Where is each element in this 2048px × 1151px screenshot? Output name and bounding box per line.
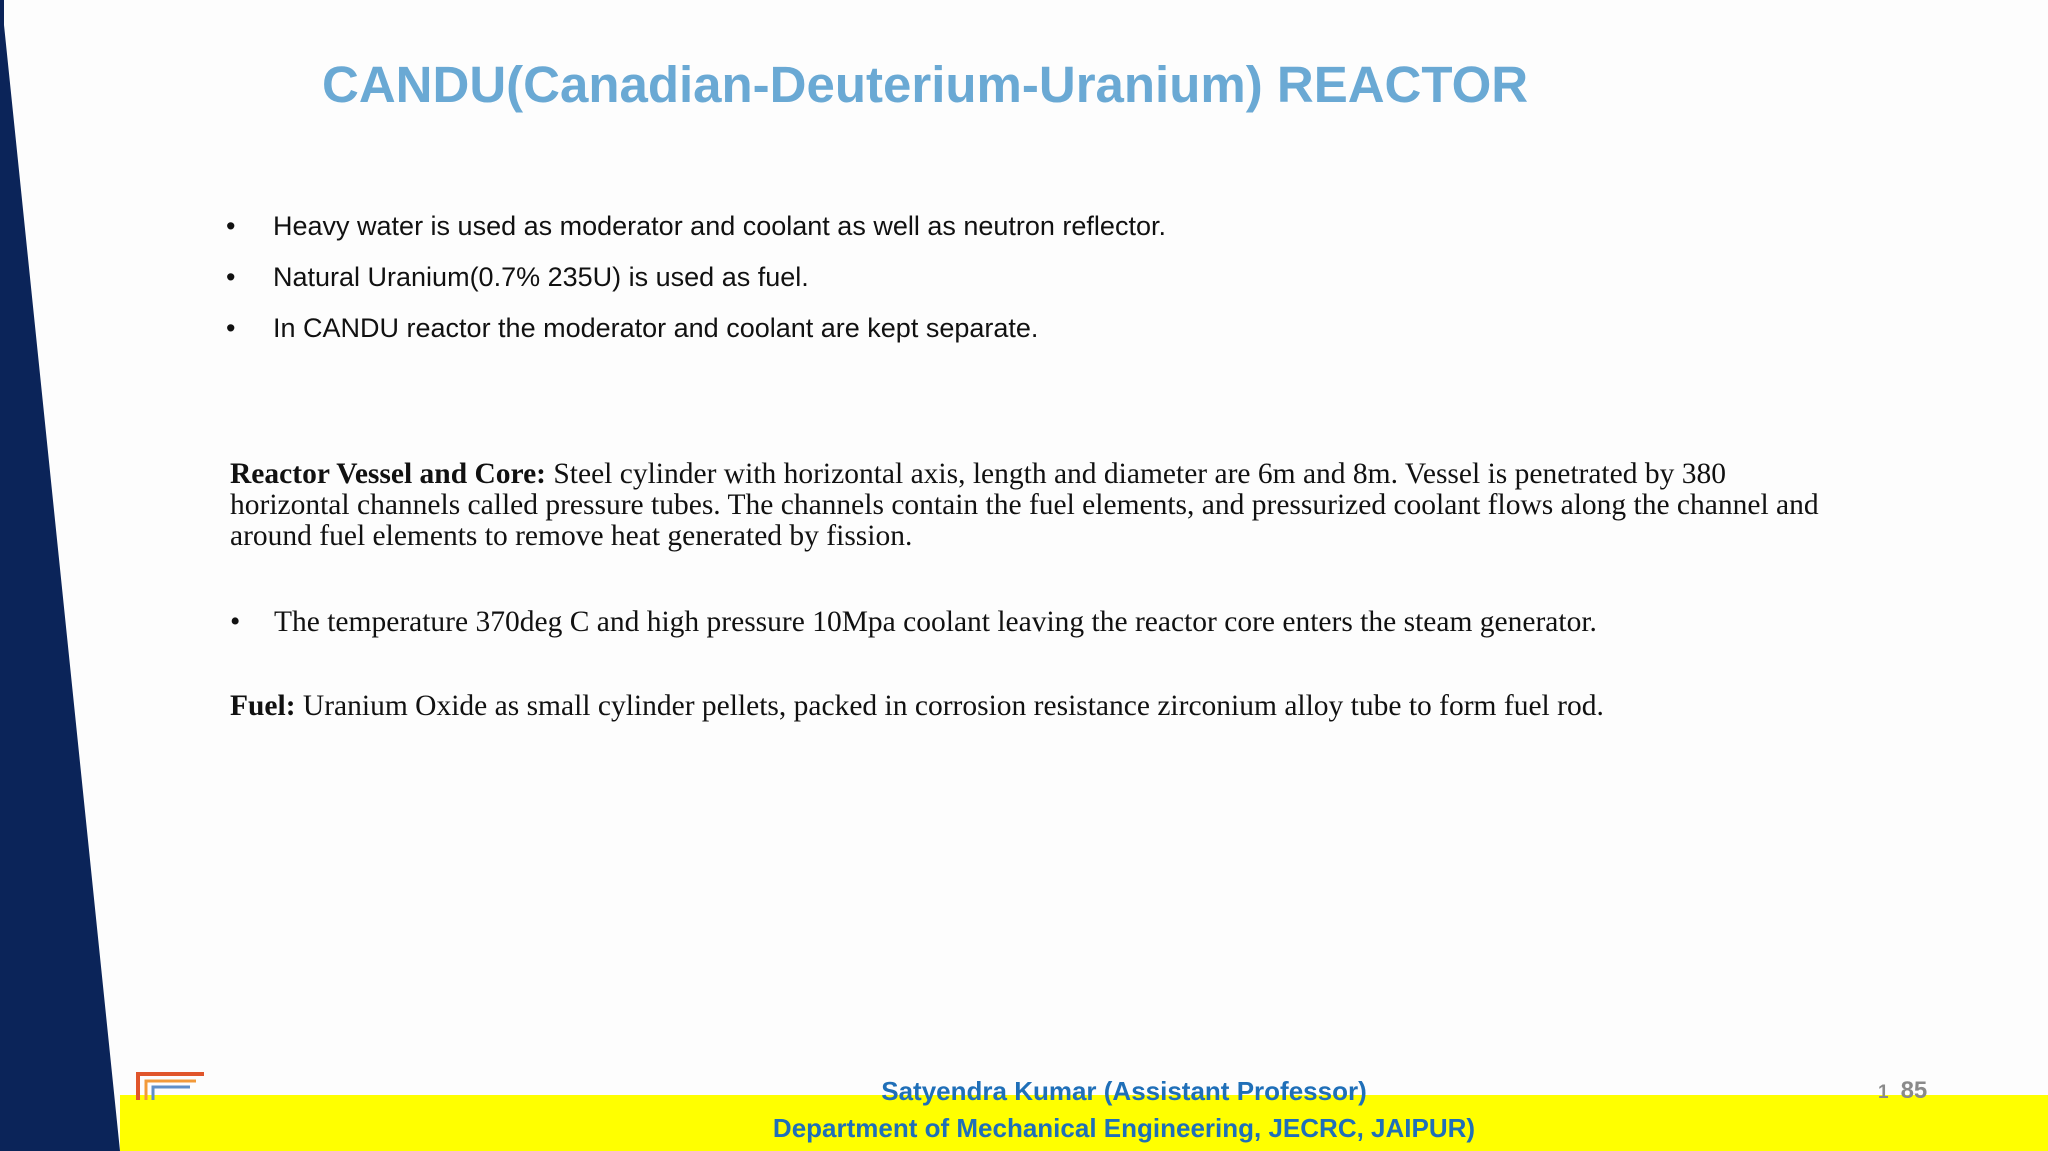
fuel-label: Fuel: [230,690,296,722]
bullet-text: Natural Uranium(0.7% 235U) is used as fuel. [273,262,809,292]
intro-bullet-list [226,206,1826,359]
reactor-vessel-label: Reactor Vessel and Core: [230,458,547,490]
left-navy-band [0,0,130,1151]
temperature-bullet [230,606,1910,639]
bullet-dot-icon: • [230,606,241,638]
page-number-value: 85 [1900,1077,1928,1104]
bullet-dot-icon: • [226,313,236,343]
temperature-bullet-text: The temperature 370deg C and high pressure 10Mpa coolant leaving the reactor core enters the steam generator. [274,606,1597,638]
fuel-text: Uranium Oxide as small cylinder pellets, packed in corrosion resistance zirconium alloy tube to form fuel rod. [295,690,1604,722]
bullet-item [226,206,1826,257]
page-prefix: 1 [1878,1082,1889,1103]
reactor-vessel-paragraph [230,459,1820,552]
fuel-paragraph [230,690,1930,723]
bullet-dot-icon: • [226,211,236,241]
bullet-item [226,257,1826,308]
page-number [1878,1077,1927,1105]
slide-title: CANDU(Canadian-Deuterium-Uranium) REACTOR [322,56,1529,113]
footer-department: Department of Mechanical Engineering, JECRC, JAIPUR) [772,1113,1476,1143]
reactor-vessel-text: Steel cylinder with horizontal axis, length and diameter are 6m and 8m. Vessel is penetrated by 380 horizontal channels called pressure tubes. The channels contain the fuel elements, and pressurized coolant flows along the channel and around fuel elements to remove heat generated by fission. [230,458,1819,552]
bullet-dot-icon: • [226,262,236,292]
bullet-text: In CANDU reactor the moderator and coolant are kept separate. [273,313,1039,343]
bullet-item [226,308,1826,359]
bullet-text: Heavy water is used as moderator and coolant as well as neutron reflector. [273,211,1166,241]
footer-author: Satyendra Kumar (Assistant Professor) [881,1076,1367,1106]
